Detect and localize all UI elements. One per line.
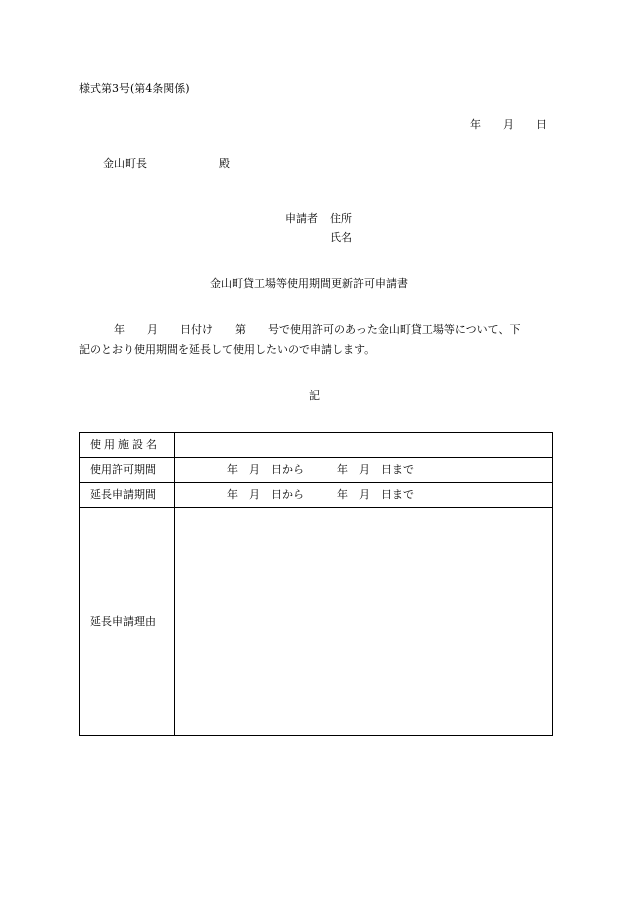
- table-row: [80, 483, 553, 508]
- table-row: [80, 433, 553, 458]
- applicant-name-label: 氏名: [330, 231, 352, 244]
- extension-period-value: 年 月 日から 年 月 日まで: [175, 483, 553, 508]
- form-number: 様式第3号(第4条関係): [79, 82, 190, 95]
- ki-heading: 記: [309, 389, 320, 402]
- table-row: [80, 458, 553, 483]
- permit-period-label: 使用許可期間: [80, 458, 175, 483]
- addressee-name: 金山町長: [103, 157, 147, 170]
- facility-name-label: 使用施設名: [80, 433, 175, 458]
- body-line-1: 年 月 日付け 第 号で使用許可のあった金山町貸工場等について、下: [114, 323, 521, 336]
- application-table: [79, 432, 553, 736]
- addressee-honorific: 殿: [219, 157, 230, 170]
- extension-reason-value: [175, 508, 553, 736]
- date-line: 年 月 日: [470, 118, 547, 131]
- document-title: 金山町貸工場等使用期間更新許可申請書: [210, 277, 408, 290]
- permit-period-value: 年 月 日から 年 月 日まで: [175, 458, 553, 483]
- facility-name-value: [175, 433, 553, 458]
- applicant-label: 申請者: [285, 212, 318, 225]
- applicant-address-label: 住所: [330, 212, 352, 225]
- body-line-2: 記のとおり使用期間を延長して使用したいので申請します。: [79, 343, 376, 356]
- table-row: [80, 508, 553, 736]
- extension-period-label: 延長申請期間: [80, 483, 175, 508]
- extension-reason-label: 延長申請理由: [80, 508, 175, 736]
